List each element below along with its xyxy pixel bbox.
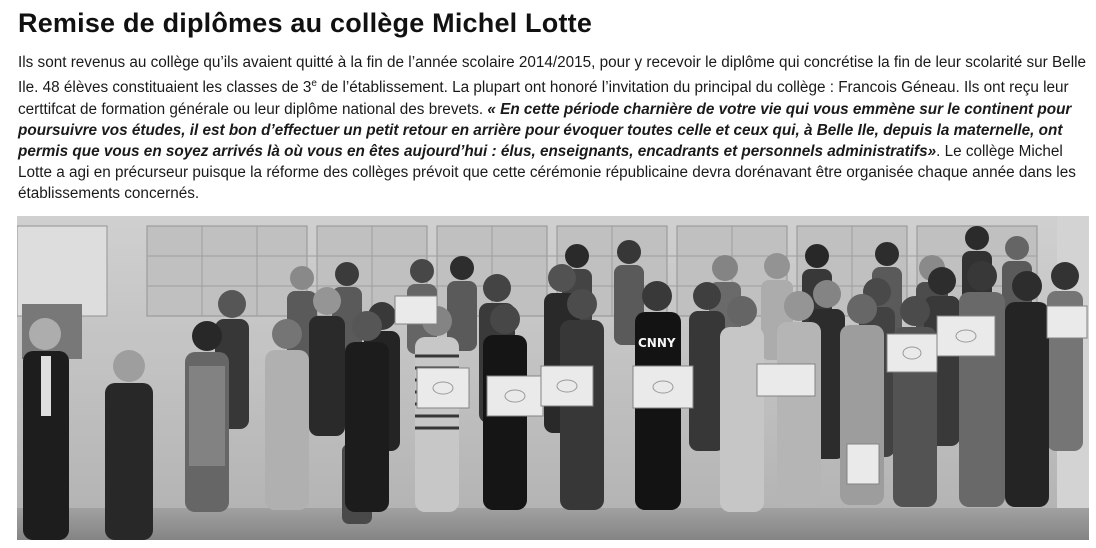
body-outro: . Le collège Michel Lotte a agi en précurseur puisque la réforme des collèges prévoit que cette cérémonie républicaine devra dorénavant être organisée chaque année dans les établissements concernés. (18, 142, 1076, 203)
body-middle: de l’établissement. La plupart ont honoré l’invitation du principal du collège : Francois Géneau. Ils ont reçu leur certtifcat de formation générale ou leur diplôme national des brevets. (18, 79, 1069, 118)
group-photo (17, 216, 1089, 540)
body-intro: Ils sont revenus au collège qu’ils avaient quitté à la fin de l’année scolaire 2014/2015, pour y recevoir le diplôme qui concrétise la fin de leur scolarité sur Belle Ile. 48 élèves constituaient les classes de 3 (18, 54, 1086, 97)
article-title: Remise de diplômes au collège Michel Lotte (18, 8, 593, 38)
shirt-text: CNNY (638, 336, 676, 350)
group-photo-illustration (17, 216, 1089, 540)
principal-quote: « En cette période charnière de votre vie qui vous emmène sur le continent pour poursuivre vos études, il est bon d’effectuer un petit retour en arrière pour évoquer toutes celle et ceux qui, à Belle Ile, depuis la maternelle, ont permis que vous en soyez arrivés là où vous en êtes aujourd’hui : élus, enseignants, encadrants et personnels administratifs» (18, 100, 1072, 160)
article-body (18, 52, 1088, 205)
body-superscript: e (311, 78, 317, 90)
